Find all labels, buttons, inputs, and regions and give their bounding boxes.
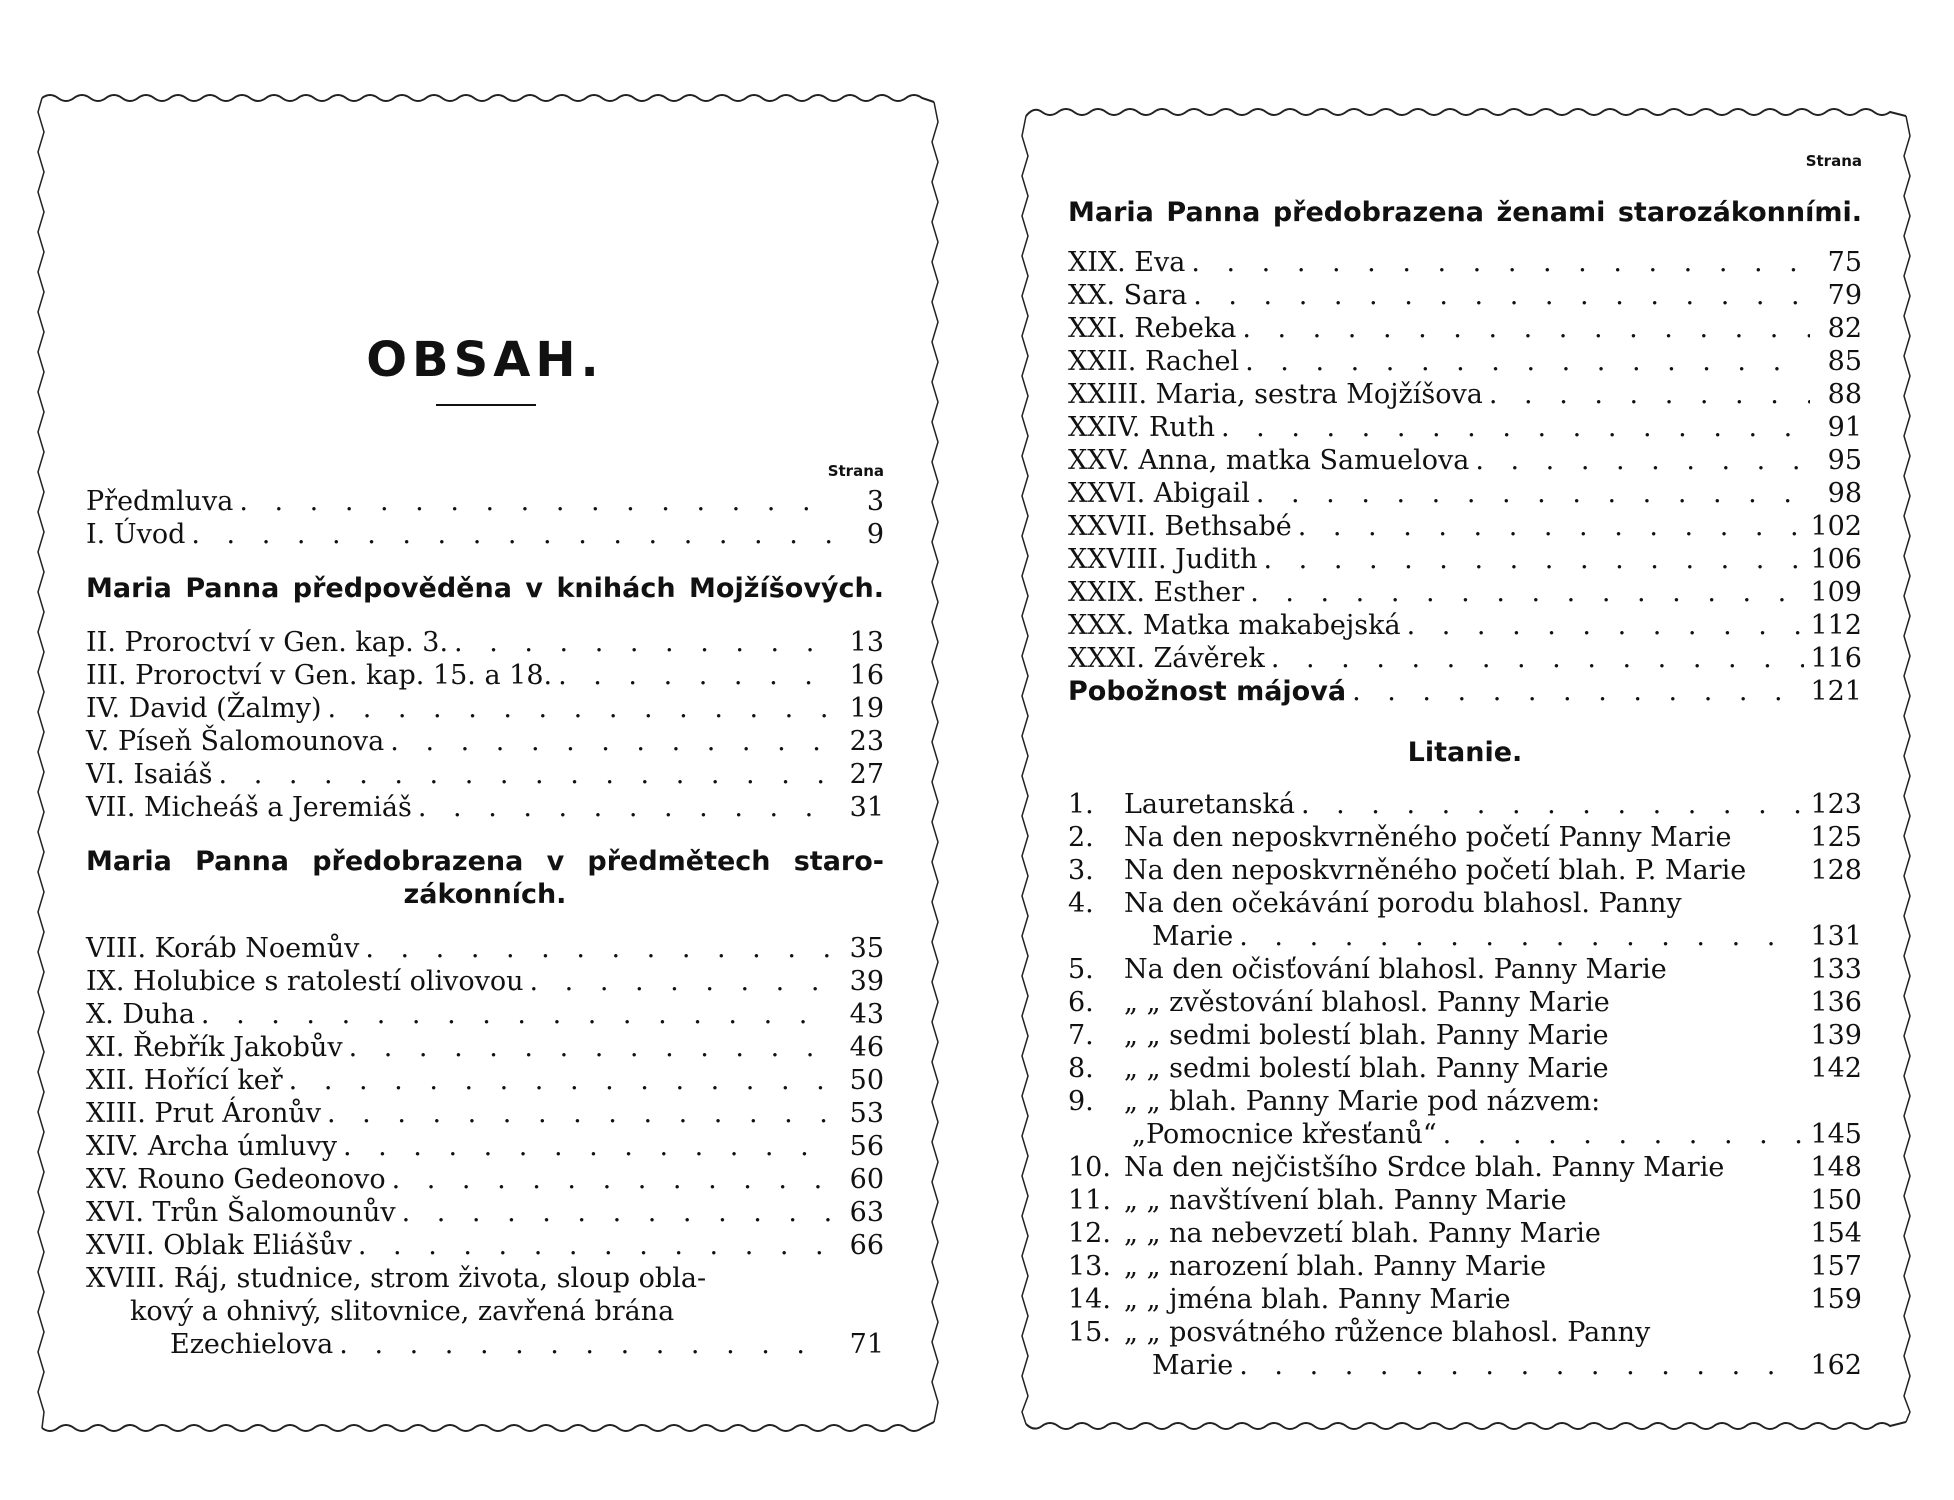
toc-entry-page: 31: [849, 792, 884, 823]
litany-number: 14.: [1068, 1284, 1111, 1315]
toc-entry: [86, 791, 884, 824]
toc-entry-label: XXIX. Esther: [1068, 577, 1245, 608]
right-page: [1022, 106, 1910, 1432]
leader-dots: [1250, 576, 1804, 609]
toc-entry: [86, 1196, 884, 1229]
leader-dots: [343, 1130, 832, 1163]
toc-entry-page: 102: [1810, 511, 1862, 542]
toc-entry-label: XXXI. Závěrek: [1068, 643, 1265, 674]
section-heading: Maria Panna předobrazena v předmětech staro-: [86, 846, 884, 877]
litany-page: 123: [1810, 789, 1862, 820]
toc-entry-page: 85: [1827, 346, 1862, 377]
toc-entry-label: XXIV. Ruth: [1068, 412, 1216, 443]
litany-number: 12.: [1068, 1218, 1111, 1249]
litany-entry: [1068, 1151, 1862, 1184]
page-title: OBSAH.: [366, 332, 604, 388]
leader-dots: [1239, 920, 1804, 953]
toc-entry-label: VIII. Koráb Noemův: [86, 933, 360, 964]
toc-entry-page: 46: [849, 1032, 884, 1063]
title-divider: [436, 404, 536, 406]
litany-label: „ „ narození blah. Panny Marie: [1124, 1251, 1547, 1282]
toc-entry-page: 39: [849, 966, 884, 997]
litany-page: 133: [1810, 954, 1862, 985]
litany-label: Marie: [1152, 1350, 1234, 1381]
toc-entry: [86, 1130, 884, 1163]
toc-entry-label: XXVIII. Judith: [1068, 544, 1258, 575]
toc-entry: [86, 932, 884, 965]
toc-entry: [1068, 510, 1862, 543]
leader-dots: [328, 692, 832, 725]
leader-dots: [1407, 609, 1805, 642]
leader-dots: [1239, 1349, 1804, 1382]
leader-dots: [339, 1328, 832, 1361]
toc-entry-label: Předmluva: [86, 486, 234, 517]
toc-entry-page: 95: [1827, 445, 1862, 476]
litany-label: Marie: [1152, 921, 1234, 952]
right-toc: [1068, 106, 1862, 1432]
toc-entry-label: XXVII. Bethsabé: [1068, 511, 1292, 542]
toc-entry: [1068, 675, 1862, 708]
litany-label: Na den neposkvrněného početí Panny Marie: [1124, 822, 1732, 853]
toc-entry-label: Ezechielova: [170, 1329, 334, 1360]
toc-entry-page: 3: [866, 486, 884, 517]
toc-entry: [86, 998, 884, 1031]
leader-dots: [390, 725, 832, 758]
toc-entry: [86, 659, 884, 692]
leader-dots: [1191, 246, 1810, 279]
leader-dots: [191, 518, 832, 551]
leader-dots: [1242, 312, 1810, 345]
toc-entry: [1068, 609, 1862, 642]
toc-entry-label: V. Píseň Šalomounova: [86, 726, 385, 757]
toc-entry-page: 112: [1810, 610, 1862, 641]
section-heading-cont: zákonních.: [403, 879, 567, 910]
litany-label: „ „ jména blah. Panny Marie: [1124, 1284, 1511, 1315]
toc-entry-multiline: [86, 1295, 884, 1328]
toc-entry-page: 50: [849, 1065, 884, 1096]
litany-page: 148: [1810, 1152, 1862, 1183]
leader-dots: [558, 659, 832, 692]
litany-label: „Pomocnice křesťanů“: [1132, 1119, 1437, 1150]
strana-label: Strana: [1805, 152, 1862, 170]
toc-entry: [1068, 246, 1862, 279]
leader-dots: [219, 758, 832, 791]
litany-label: „ „ na nebevzetí blah. Panny Marie: [1124, 1218, 1601, 1249]
litany-label: „ „ posvátného růžence blahosl. Panny: [1124, 1317, 1651, 1348]
litany-number: 5.: [1068, 954, 1094, 985]
leader-dots: [1475, 444, 1810, 477]
toc-entry-label: XX. Sara: [1068, 280, 1188, 311]
toc-entry: [1068, 312, 1862, 345]
litany-label: „ „ blah. Panny Marie pod názvem:: [1124, 1086, 1601, 1117]
leader-dots: [1245, 345, 1810, 378]
toc-entry-page: 60: [849, 1164, 884, 1195]
toc-entry: [1068, 411, 1862, 444]
litany-label: Na den očisťování blahosl. Panny Marie: [1124, 954, 1667, 985]
litany-page: 162: [1810, 1350, 1862, 1381]
litany-label: Lauretanská: [1124, 789, 1295, 820]
toc-entry-label: XXVI. Abigail: [1068, 478, 1250, 509]
litany-number: 13.: [1068, 1251, 1111, 1282]
toc-entry-label: kový a ohnivý, slitovnice, zavřená brána: [130, 1296, 675, 1327]
toc-entry: [86, 1097, 884, 1130]
litany-label: Na den očekávání porodu blahosl. Panny: [1124, 888, 1682, 919]
litany-entry: [1068, 821, 1862, 854]
litany-entry: [1068, 854, 1862, 887]
toc-entry: [1068, 279, 1862, 312]
toc-entry-label: XXI. Rebeka: [1068, 313, 1237, 344]
toc-entry-page: 109: [1810, 577, 1862, 608]
leader-dots: [1301, 788, 1805, 821]
leader-dots: [1489, 378, 1810, 411]
litany-number: 15.: [1068, 1317, 1111, 1348]
litany-entry-cont: [1068, 920, 1862, 953]
toc-entry: [86, 1229, 884, 1262]
leader-dots: [289, 1064, 832, 1097]
litany-number: 10.: [1068, 1152, 1111, 1183]
litanie-heading: Litanie.: [1407, 737, 1523, 768]
litany-label: Na den nejčistšího Srdce blah. Panny Marie: [1124, 1152, 1725, 1183]
toc-entry-label: II. Proroctví v Gen. kap. 3.: [86, 627, 449, 658]
toc-entry-page: 66: [849, 1230, 884, 1261]
leader-dots: [1271, 642, 1805, 675]
litany-entry: [1068, 1019, 1862, 1052]
toc-entry: [86, 518, 884, 551]
toc-entry: [86, 758, 884, 791]
toc-entry-page: 63: [849, 1197, 884, 1228]
left-toc: [86, 92, 884, 1434]
litany-entry: [1068, 953, 1862, 986]
toc-entry-label: XXV. Anna, matka Samuelova: [1068, 445, 1470, 476]
toc-entry-multiline: [86, 1262, 884, 1295]
litany-entry-cont: [1068, 1349, 1862, 1382]
leader-dots: [1352, 675, 1804, 708]
toc-entry-label: XVII. Oblak Eliášův: [86, 1230, 352, 1261]
litany-number: 9.: [1068, 1086, 1094, 1117]
litany-entry-cont: [1068, 1118, 1862, 1151]
toc-entry-label: XVIII. Ráj, studnice, strom života, sloup obla-: [86, 1263, 707, 1294]
toc-entry-page: 98: [1827, 478, 1862, 509]
leader-dots: [418, 791, 832, 824]
toc-entry-label: XIV. Archa úmluvy: [86, 1131, 337, 1162]
leader-dots: [1193, 279, 1810, 312]
litany-page: 145: [1810, 1119, 1862, 1150]
litany-page: 159: [1810, 1284, 1862, 1315]
leader-dots: [1298, 510, 1805, 543]
toc-entry-label: XIII. Prut Áronův: [86, 1098, 321, 1129]
toc-entry-page: 91: [1827, 412, 1862, 443]
toc-entry: [86, 485, 884, 518]
leader-dots: [358, 1229, 832, 1262]
toc-entry-page: 13: [849, 627, 884, 658]
toc-entry-label: XXIII. Maria, sestra Mojžíšova: [1068, 379, 1483, 410]
toc-entry-label: XVI. Trůn Šalomounův: [86, 1197, 396, 1228]
toc-entry: [86, 1064, 884, 1097]
litany-entry: [1068, 1085, 1862, 1118]
toc-entry-page: 116: [1810, 643, 1862, 674]
litany-entry: [1068, 1184, 1862, 1217]
toc-entry: [1068, 543, 1862, 576]
toc-entry-page: 53: [849, 1098, 884, 1129]
toc-entry-page: 19: [849, 693, 884, 724]
litany-number: 7.: [1068, 1020, 1094, 1051]
toc-entry-label: IV. David (Žalmy): [86, 693, 322, 724]
leader-dots: [365, 932, 832, 965]
toc-entry: [86, 692, 884, 725]
litany-label: Na den neposkvrněného početí blah. P. Marie: [1124, 855, 1747, 886]
toc-entry-label: I. Úvod: [86, 519, 186, 550]
toc-entry-page: 121: [1810, 676, 1862, 707]
litany-entry: [1068, 986, 1862, 1019]
litany-page: 157: [1810, 1251, 1862, 1282]
toc-entry-page: 88: [1827, 379, 1862, 410]
leader-dots: [1221, 411, 1810, 444]
toc-entry-label: Pobožnost májová: [1068, 676, 1347, 707]
toc-entry: [86, 1031, 884, 1064]
toc-entry-page: 27: [849, 759, 884, 790]
toc-entry-label: XV. Rouno Gedeonovo: [86, 1164, 386, 1195]
toc-entry: [86, 626, 884, 659]
toc-entry-page: 56: [849, 1131, 884, 1162]
litany-page: 131: [1810, 921, 1862, 952]
toc-entry: [86, 965, 884, 998]
toc-entry-page: 43: [849, 999, 884, 1030]
toc-entry-label: VII. Micheáš a Jeremiáš: [86, 792, 412, 823]
litany-page: 142: [1810, 1053, 1862, 1084]
litany-entry: [1068, 1283, 1862, 1316]
toc-entry-label: XI. Řebřík Jakobův: [86, 1032, 343, 1063]
litany-number: 8.: [1068, 1053, 1094, 1084]
litany-label: „ „ zvěstování blahosl. Panny Marie: [1124, 987, 1610, 1018]
toc-entry-label: XXX. Matka makabejská: [1068, 610, 1401, 641]
litany-page: 136: [1810, 987, 1862, 1018]
toc-entry: [1068, 477, 1862, 510]
toc-entry-page: 9: [866, 519, 884, 550]
litany-entry: [1068, 1217, 1862, 1250]
toc-entry-label: III. Proroctví v Gen. kap. 15. a 18.: [86, 660, 553, 691]
toc-entry-multiline: [86, 1328, 884, 1361]
leader-dots: [1443, 1118, 1805, 1151]
toc-entry-page: 16: [849, 660, 884, 691]
litany-page: 139: [1810, 1020, 1862, 1051]
litany-number: 6.: [1068, 987, 1094, 1018]
litany-entry: [1068, 1316, 1862, 1349]
toc-entry-page: 71: [849, 1329, 884, 1360]
leader-dots: [349, 1031, 832, 1064]
left-page: [38, 92, 938, 1434]
toc-entry: [1068, 642, 1862, 675]
litany-entry: [1068, 1052, 1862, 1085]
litany-number: 3.: [1068, 855, 1094, 886]
leader-dots: [327, 1097, 832, 1130]
litany-label: „ „ sedmi bolestí blah. Panny Marie: [1124, 1053, 1609, 1084]
litany-number: 2.: [1068, 822, 1094, 853]
toc-entry-label: IX. Holubice s ratolestí olivovou: [86, 966, 524, 997]
section-heading: Maria Panna předobrazena ženami starozákonními.: [1068, 197, 1862, 228]
toc-entry: [1068, 576, 1862, 609]
toc-entry-page: 35: [849, 933, 884, 964]
litany-page: 154: [1810, 1218, 1862, 1249]
toc-entry-label: VI. Isaiáš: [86, 759, 213, 790]
litany-number: 1.: [1068, 789, 1094, 820]
litany-page: 128: [1810, 855, 1862, 886]
section-heading: Maria Panna předpověděna v knihách Mojžíšových.: [86, 573, 884, 604]
toc-entry: [86, 1163, 884, 1196]
toc-entry-label: X. Duha: [86, 999, 195, 1030]
litany-page: 125: [1810, 822, 1862, 853]
strana-label: Strana: [827, 462, 884, 480]
leader-dots: [402, 1196, 832, 1229]
leader-dots: [454, 626, 832, 659]
litany-label: „ „ navštívení blah. Panny Marie: [1124, 1185, 1567, 1216]
toc-entry-page: 79: [1827, 280, 1862, 311]
toc-entry: [1068, 378, 1862, 411]
litany-page: 150: [1810, 1185, 1862, 1216]
toc-entry-label: XIX. Eva: [1068, 247, 1186, 278]
litany-number: 4.: [1068, 888, 1094, 919]
toc-entry-page: 75: [1827, 247, 1862, 278]
toc-entry: [1068, 345, 1862, 378]
leader-dots: [201, 998, 832, 1031]
litany-label: „ „ sedmi bolestí blah. Panny Marie: [1124, 1020, 1609, 1051]
litany-entry: [1068, 788, 1862, 821]
toc-entry-page: 23: [849, 726, 884, 757]
litany-entry: [1068, 1250, 1862, 1283]
leader-dots: [239, 485, 832, 518]
toc-entry: [1068, 444, 1862, 477]
toc-entry-label: XII. Hořící keř: [86, 1065, 283, 1096]
toc-entry-page: 82: [1827, 313, 1862, 344]
toc-entry-label: XXII. Rachel: [1068, 346, 1240, 377]
leader-dots: [530, 965, 833, 998]
toc-entry: [86, 725, 884, 758]
leader-dots: [1263, 543, 1804, 576]
litany-entry: [1068, 887, 1862, 920]
litany-number: 11.: [1068, 1185, 1111, 1216]
toc-entry-page: 106: [1810, 544, 1862, 575]
leader-dots: [1256, 477, 1810, 510]
leader-dots: [392, 1163, 832, 1196]
